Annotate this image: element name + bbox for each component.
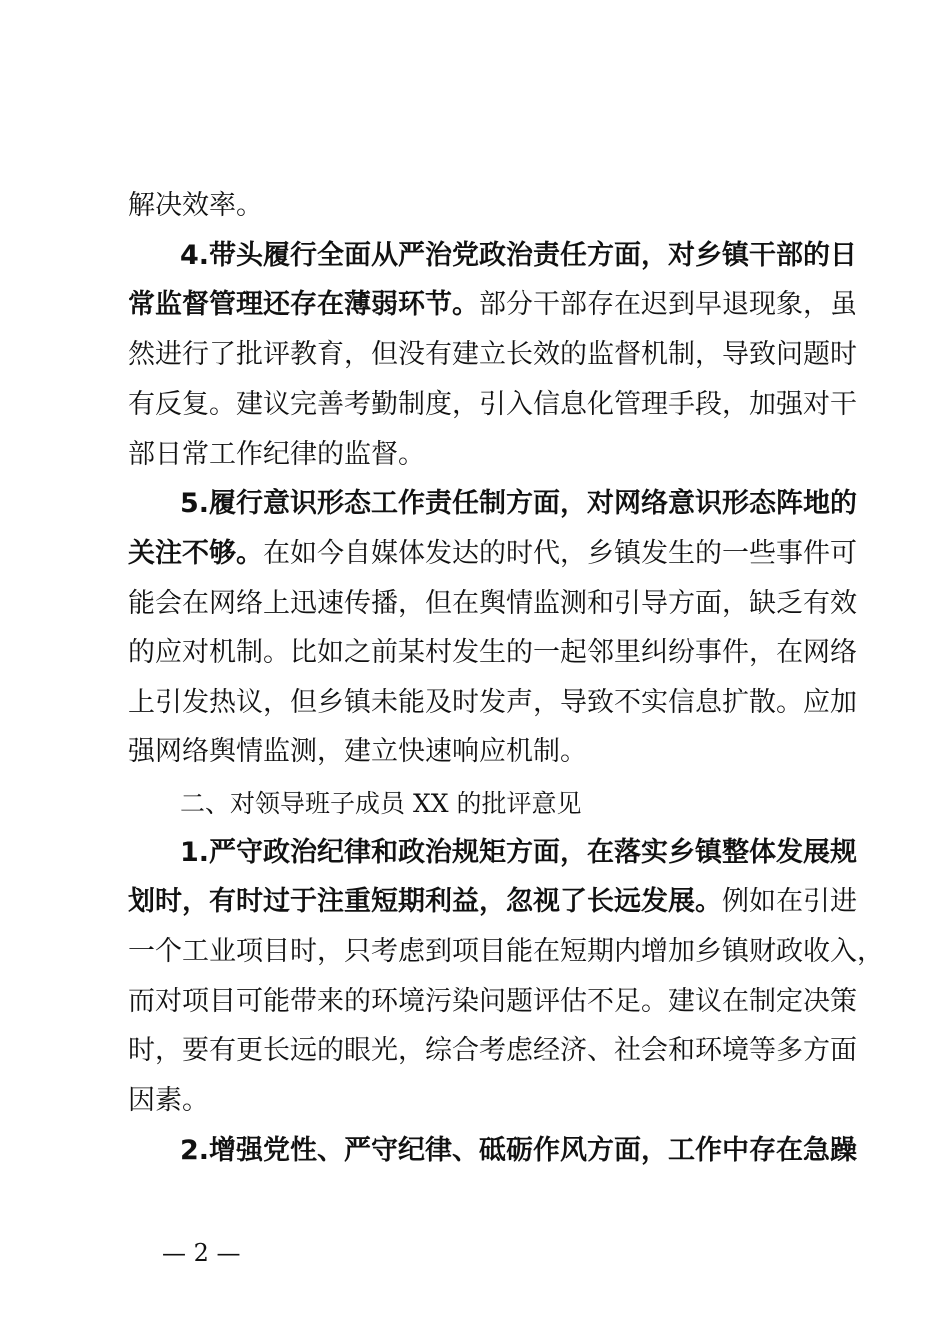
paragraph-line — [128, 189, 833, 223]
line-text: 一个工业项目时，只考虑到项目能在短期内增加乡镇财政收入， — [128, 936, 884, 967]
line-bold-text: 关注不够。 — [128, 538, 263, 569]
line-text: 5.履行意识形态工作责任制方面，对网络意识形态阵地的 — [180, 488, 858, 519]
paragraph-line — [128, 935, 884, 969]
section-heading — [180, 787, 833, 821]
paragraph-heading-line — [180, 239, 858, 273]
line-text: 然进行了批评教育，但没有建立长效的监督机制，导致问题时 — [128, 339, 857, 370]
line-text: 解决效率。 — [128, 190, 263, 221]
paragraph-line — [128, 636, 857, 670]
line-text: 部分干部存在迟到早退现象，虽 — [479, 289, 857, 320]
line-text: 而对项目可能带来的环境污染问题评估不足。建议在制定决策 — [128, 986, 857, 1017]
line-text: 因素。 — [128, 1085, 209, 1116]
line-text: 例如在引进 — [722, 886, 857, 917]
paragraph-line — [128, 686, 857, 720]
line-bold-text: 划时，有时过于注重短期利益，忽视了长远发展。 — [128, 886, 722, 917]
section-heading-text: 二、对领导班子成员 XX 的批评意见 — [180, 789, 582, 818]
line-text: 强网络舆情监测，建立快速响应机制。 — [128, 736, 587, 767]
line-text: 4.带头履行全面从严治党政治责任方面，对乡镇干部的日 — [180, 240, 858, 271]
line-text: 1.严守政治纪律和政治规矩方面，在落实乡镇整体发展规 — [180, 837, 858, 868]
paragraph-line — [128, 288, 857, 322]
line-text: 有反复。建议完善考勤制度，引入信息化管理手段，加强对干 — [128, 389, 857, 420]
line-text: 部日常工作纪律的监督。 — [128, 439, 425, 470]
line-bold-text: 常监督管理还存在薄弱环节。 — [128, 289, 479, 320]
line-text: 的应对机制。比如之前某村发生的一起邻里纠纷事件，在网络 — [128, 637, 857, 668]
paragraph-line — [128, 735, 833, 769]
paragraph-line — [128, 388, 857, 422]
paragraph-heading-line — [180, 1134, 858, 1168]
paragraph-line — [128, 338, 857, 372]
paragraph-heading-line — [180, 836, 858, 870]
line-text: 上引发热议，但乡镇未能及时发声，导致不实信息扩散。应加 — [128, 687, 857, 718]
paragraph-line — [128, 1084, 833, 1118]
paragraph-line — [128, 537, 857, 571]
paragraph-line — [128, 885, 857, 919]
page-number: — 2 — — [162, 1239, 241, 1267]
paragraph-heading-line — [180, 487, 858, 521]
paragraph-line — [128, 438, 833, 472]
line-text: 能会在网络上迅速传播，但在舆情监测和引导方面，缺乏有效 — [128, 588, 857, 619]
line-text: 在如今自媒体发达的时代，乡镇发生的一些事件可 — [263, 538, 857, 569]
paragraph-line — [128, 1034, 857, 1068]
line-text: 2.增强党性、严守纪律、砥砺作风方面，工作中存在急躁 — [180, 1135, 858, 1166]
line-text: 时，要有更长远的眼光，综合考虑经济、社会和环境等多方面 — [128, 1035, 857, 1066]
paragraph-line — [128, 985, 857, 1019]
paragraph-line — [128, 587, 857, 621]
